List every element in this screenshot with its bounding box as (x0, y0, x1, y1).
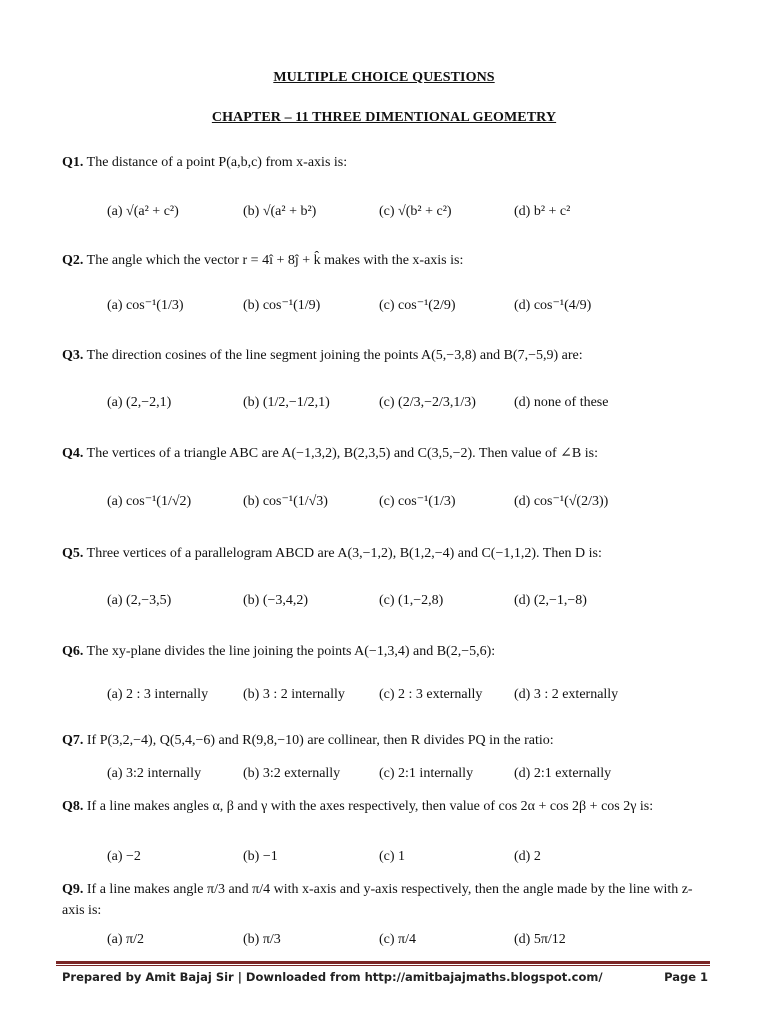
option-c: (c) 1 (379, 849, 406, 864)
option-a: (a) cos⁻¹(1/√2) (107, 494, 192, 509)
question-text: If a line makes angle π/3 and π/4 with x-axis and y-axis respectively, then the angle made by the line with z-axis is: (62, 882, 693, 918)
option-d: (d) 2:1 externally (514, 766, 612, 781)
question-5 (62, 543, 712, 564)
option-c: (c) cos⁻¹(1/3) (379, 494, 456, 509)
option-a: (a) π/2 (107, 932, 144, 947)
question-8 (62, 796, 712, 817)
options-2 (107, 297, 727, 319)
question-3 (62, 345, 712, 366)
question-number: Q8. (62, 799, 84, 814)
question-text: Three vertices of a parallelogram ABCD are A(3,−1,2), B(1,2,−4) and C(−1,1,2). Then D is: (86, 546, 602, 561)
option-b: (b) 3 : 2 internally (243, 687, 345, 702)
option-d: (d) cos⁻¹(√(2/3)) (514, 494, 609, 509)
question-6 (62, 641, 712, 662)
option-b: (b) (1/2,−1/2,1) (243, 395, 330, 410)
question-text: The xy-plane divides the line joining the points A(−1,3,4) and B(2,−5,6): (86, 644, 496, 659)
option-b: (b) cos⁻¹(1/√3) (243, 494, 328, 509)
question-text: If a line makes angles α, β and γ with the axes respectively, then value of cos 2α + cos 2β + cos 2γ is: (86, 799, 654, 814)
question-text: The angle which the vector r = 4î + 8ĵ + k̂ makes with the x-axis is: (86, 253, 464, 268)
option-c: (c) 2:1 internally (379, 766, 474, 781)
question-1 (62, 152, 712, 173)
question-number: Q4. (62, 446, 84, 461)
question-number: Q1. (62, 155, 84, 170)
question-4 (62, 443, 712, 464)
options-5 (107, 593, 727, 615)
question-text: If P(3,2,−4), Q(5,4,−6) and R(9,8,−10) are collinear, then R divides PQ in the ratio: (86, 733, 554, 748)
option-a: (a) √(a² + c²) (107, 204, 179, 219)
footer-credit: Prepared by Amit Bajaj Sir | Downloaded from http://amitbajajmaths.blogspot.com/ (62, 970, 603, 984)
option-d: (d) cos⁻¹(4/9) (514, 298, 592, 313)
option-b: (b) cos⁻¹(1/9) (243, 298, 321, 313)
question-number: Q9. (62, 882, 84, 897)
option-d: (d) none of these (514, 395, 609, 410)
option-b: (b) 3:2 externally (243, 766, 341, 781)
options-1 (107, 204, 727, 226)
option-b: (b) −1 (243, 849, 278, 864)
option-a: (a) 2 : 3 internally (107, 687, 209, 702)
option-b: (b) π/3 (243, 932, 281, 947)
question-number: Q5. (62, 546, 84, 561)
option-d: (d) 3 : 2 externally (514, 687, 619, 702)
option-a: (a) (2,−2,1) (107, 395, 172, 410)
option-d: (d) (2,−1,−8) (514, 593, 587, 608)
question-text: The direction cosines of the line segment joining the points A(5,−3,8) and B(7,−5,9) are: (86, 348, 583, 363)
options-4 (107, 493, 727, 515)
option-b: (b) (−3,4,2) (243, 593, 309, 608)
option-c: (c) π/4 (379, 932, 416, 947)
option-a: (a) (2,−3,5) (107, 593, 172, 608)
option-c: (c) (1,−2,8) (379, 593, 444, 608)
options-9 (107, 932, 727, 954)
options-7 (107, 766, 727, 788)
options-8 (107, 849, 727, 871)
question-number: Q2. (62, 253, 84, 268)
options-6 (107, 687, 727, 709)
option-c: (c) √(b² + c²) (379, 204, 452, 219)
chapter-title: CHAPTER – 11 THREE DIMENTIONAL GEOMETRY (211, 110, 557, 125)
option-a: (a) −2 (107, 849, 141, 864)
question-number: Q6. (62, 644, 84, 659)
question-number: Q7. (62, 733, 84, 748)
question-number: Q3. (62, 348, 84, 363)
footer-divider-thin (56, 965, 710, 966)
question-text: The distance of a point P(a,b,c) from x-axis is: (86, 155, 348, 170)
question-text: The vertices of a triangle ABC are A(−1,3,2), B(2,3,5) and C(3,5,−2). Then value of ∠B is: (86, 446, 598, 461)
options-3 (107, 395, 727, 417)
question-2 (62, 250, 712, 271)
option-b: (b) √(a² + b²) (243, 204, 317, 219)
option-d: (d) b² + c² (514, 204, 571, 219)
page-title: MULTIPLE CHOICE QUESTIONS (273, 70, 495, 85)
option-d: (d) 5π/12 (514, 932, 566, 947)
option-a: (a) cos⁻¹(1/3) (107, 298, 184, 313)
question-7 (62, 730, 712, 751)
footer-divider-thick (56, 961, 710, 964)
option-d: (d) 2 (514, 849, 541, 864)
option-a: (a) 3:2 internally (107, 766, 202, 781)
option-c: (c) (2/3,−2/3,1/3) (379, 395, 476, 410)
page-number: Page 1 (664, 970, 708, 984)
option-c: (c) 2 : 3 externally (379, 687, 483, 702)
question-9 (62, 879, 712, 921)
option-c: (c) cos⁻¹(2/9) (379, 298, 456, 313)
